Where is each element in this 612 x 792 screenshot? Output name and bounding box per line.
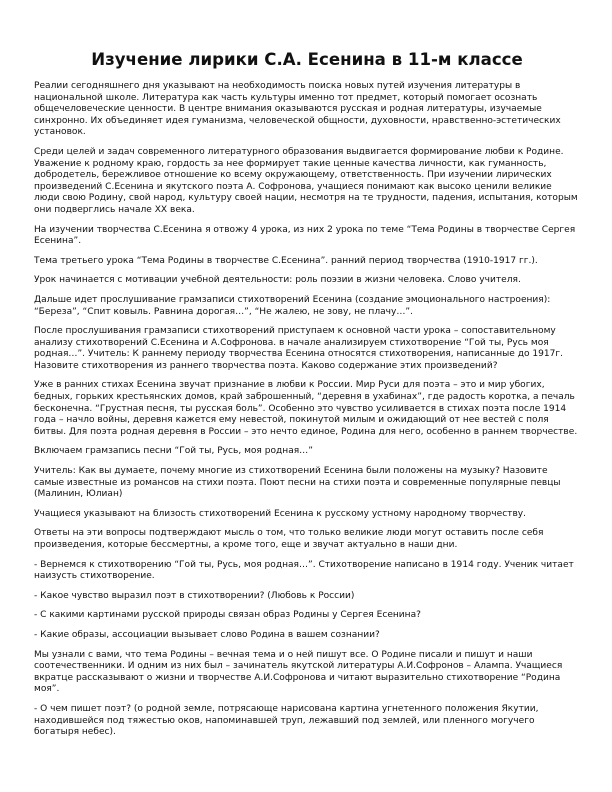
- paragraph: Включаем грамзапись песни “Гой ты, Русь, моя родная…”: [34, 446, 313, 457]
- paragraph: После прослушивания грамзаписи стихотворений приступаем к основной части урока – сопоставительному анализу стихотворений С.Есенина и А.Софронова. в начале анализируем стихотворение “Гой ты, Русь моя родная…”. Учитель: К раннему периоду творчества Есенина относятся стихотворения, написанные до 1917г. Назовите стихотворения из раннего творчества поэта. Каково содержание этих произведений?: [34, 326, 564, 371]
- document-body: [34, 81, 580, 739]
- paragraph: Ответы на эти вопросы подтверждают мысль о том, что только великие люди могут оставить после себя произведения, которые бессмертны, а кроме того, еще и звучат актуально в наши дни.: [34, 528, 544, 550]
- document-page: [34, 40, 580, 747]
- paragraph: Реалии сегодняшнего дня указывают на необходимость поиска новых путей изучения литературы в национальной школе. Литература как часть культуры именно тот предмет, который помогает осознать общечеловеческие ценности. В центре внимания оказываются русская и родная литературы, изучаемые синхронно. Их объединяет идея гуманизма, человеческой общности, духовности, нравственно-эстетических установок.: [34, 81, 561, 138]
- paragraph: - Вернемся к стихотворению “Гой ты, Русь, моя родная…”. Стихотворение написано в 1914 году. Ученик читает наизусть стихотворение.: [34, 559, 574, 582]
- paragraph: Учитель: Как вы думаете, почему многие из стихотворений Есенина были положены на музыку? Назовите самые известные из романсов на стихи поэта. Поют песни на стихи поэта и современные популярные певцы (Малинин, Юлиан): [34, 466, 561, 500]
- paragraph: Учащиеся указывают на близость стихотворений Есенина к русскому устному народному творчеству.: [34, 508, 527, 519]
- paragraph: Урок начинается с мотивации учебной деятельности: роль поэзии в жизни человека. Слово учителя.: [34, 275, 521, 286]
- paragraph: Дальше идет прослушивание грамзаписи стихотворений Есенина (создание эмоционального настроения): “Береза”, “Спит ковыль. Равнина дорогая…”, “Не жалею, не зову, не плачу…”.: [34, 294, 551, 317]
- paragraph: На изучении творчества С.Есенина я отвожу 4 урока, из них 2 урока по теме “Тема Родины в творчестве Сергея Есенина”.: [34, 224, 576, 247]
- paragraph: - С какими картинами русской природы связан образ Родины у Сергея Есенина?: [34, 610, 421, 621]
- paragraph: Уже в ранних стихах Есенина звучат признание в любви к России. Мир Руси для поэта – это и мир убогих, бедных, горьких крестьянских домов, край заброшенный, “деревня в ухабинах”, где радость коротка, а печаль бесконечна. “Грустная песня, ты русская боль”. Особенно это чувство усиливается в стихах поэта после 1914 года – начло войны, деревня кажется ему невестой, покинутой милым и ожидающий от нее вестей с поля битвы. Для поэта родная деревня в России – это нечто единое, Родина для него, особенно в раннем творчестве.: [34, 380, 578, 437]
- paragraph: Тема третьего урока “Тема Родины в творчестве С.Есенина”. ранний период творчества (1910-1917 гг.).: [34, 255, 538, 266]
- paragraph: - Какое чувство выразил поэт в стихотворении? (Любовь к России): [34, 590, 355, 601]
- paragraph: - Какие образы, ассоциации вызывает слово Родина в вашем сознании?: [34, 629, 380, 640]
- page-title: Изучение лирики С.А. Есенина в 11-м классе: [91, 50, 523, 69]
- paragraph: Среди целей и задач современного литературного образования выдвигается формирование любви к Родине. Уважение к родному краю, гордость за нее формирует такие ценные качества личности, как гуманность, добродетель, бережливое отношение ко всему окружающему, ответственность. При изучении лирических произведений С.Есенина и якутского поэта А. Софронова, учащиеся понимают как высоко ценили великие люди свою Родину, свой народ, культуру своей нации, несмотря на те трудности, падения, испытания, которым они подверглись начале XX века.: [34, 146, 578, 215]
- paragraph: Мы узнали с вами, что тема Родины – вечная тема и о ней пишут все. О Родине писали и пишут и наши соотечественники. И одним из них был – зачинатель якутской литературы А.И.Софронов – Алампа. Учащиеся вкратце рассказывают о жизни и творчестве А.И.Софронова и читают выразительно стихотворение “Родина моя”.: [34, 649, 563, 695]
- paragraph: - О чем пишет поэт? (о родной земле, потрясающе нарисована картина угнетенного положения Якутии, находившейся под тяжестью оков, напоминавшей труп, лежавший под землей, или пленного могучего богатыря небес).: [34, 703, 539, 738]
